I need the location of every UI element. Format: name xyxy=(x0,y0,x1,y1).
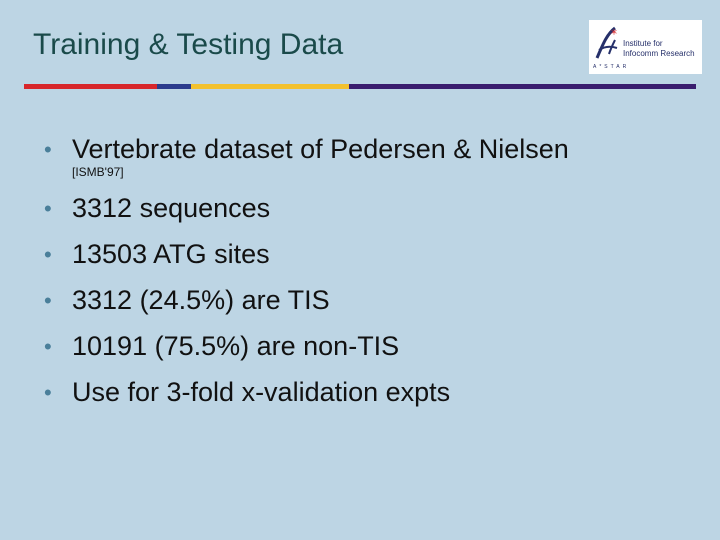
stripe-red xyxy=(24,84,157,89)
bullet-text: 3312 sequences xyxy=(72,193,271,223)
bullet-dot: • xyxy=(44,380,52,405)
bullet-item xyxy=(44,285,569,316)
bullet-text: Use for 3-fold x-validation expts xyxy=(72,377,451,407)
bullet-text: 10191 (75.5%) are non-TIS xyxy=(72,331,400,361)
bullet-dot: • xyxy=(44,242,52,267)
logo-text xyxy=(623,39,695,59)
bullet-note: [ISMB'97] xyxy=(72,165,124,179)
bullet-text: Vertebrate dataset of Pedersen & Nielsen xyxy=(72,134,569,164)
bullet-item xyxy=(44,193,569,224)
a-star-logo-icon xyxy=(593,24,621,64)
bullet-dot: • xyxy=(44,196,52,221)
bullet-text: 3312 (24.5%) are TIS xyxy=(72,285,330,315)
logo-line2: Infocomm Research xyxy=(623,49,695,58)
svg-text:*: * xyxy=(611,27,617,41)
logo-sub: A*STAR xyxy=(593,64,630,70)
bullet-item xyxy=(44,377,569,408)
slide-title: Training & Testing Data xyxy=(33,28,344,61)
logo-line1: Institute for xyxy=(623,39,663,48)
bullet-dot: • xyxy=(44,334,52,359)
institute-logo xyxy=(589,20,702,74)
bullet-list xyxy=(44,134,569,408)
bullet-text: 13503 ATG sites xyxy=(72,239,270,269)
stripe-blue xyxy=(157,84,191,89)
stripe-yellow xyxy=(191,84,349,89)
bullet-item xyxy=(44,134,569,165)
bullet-dot: • xyxy=(44,288,52,313)
stripe-purple xyxy=(349,84,696,89)
bullet-item xyxy=(44,331,569,362)
bullet-item xyxy=(44,239,569,270)
bullet-dot: • xyxy=(44,137,52,162)
